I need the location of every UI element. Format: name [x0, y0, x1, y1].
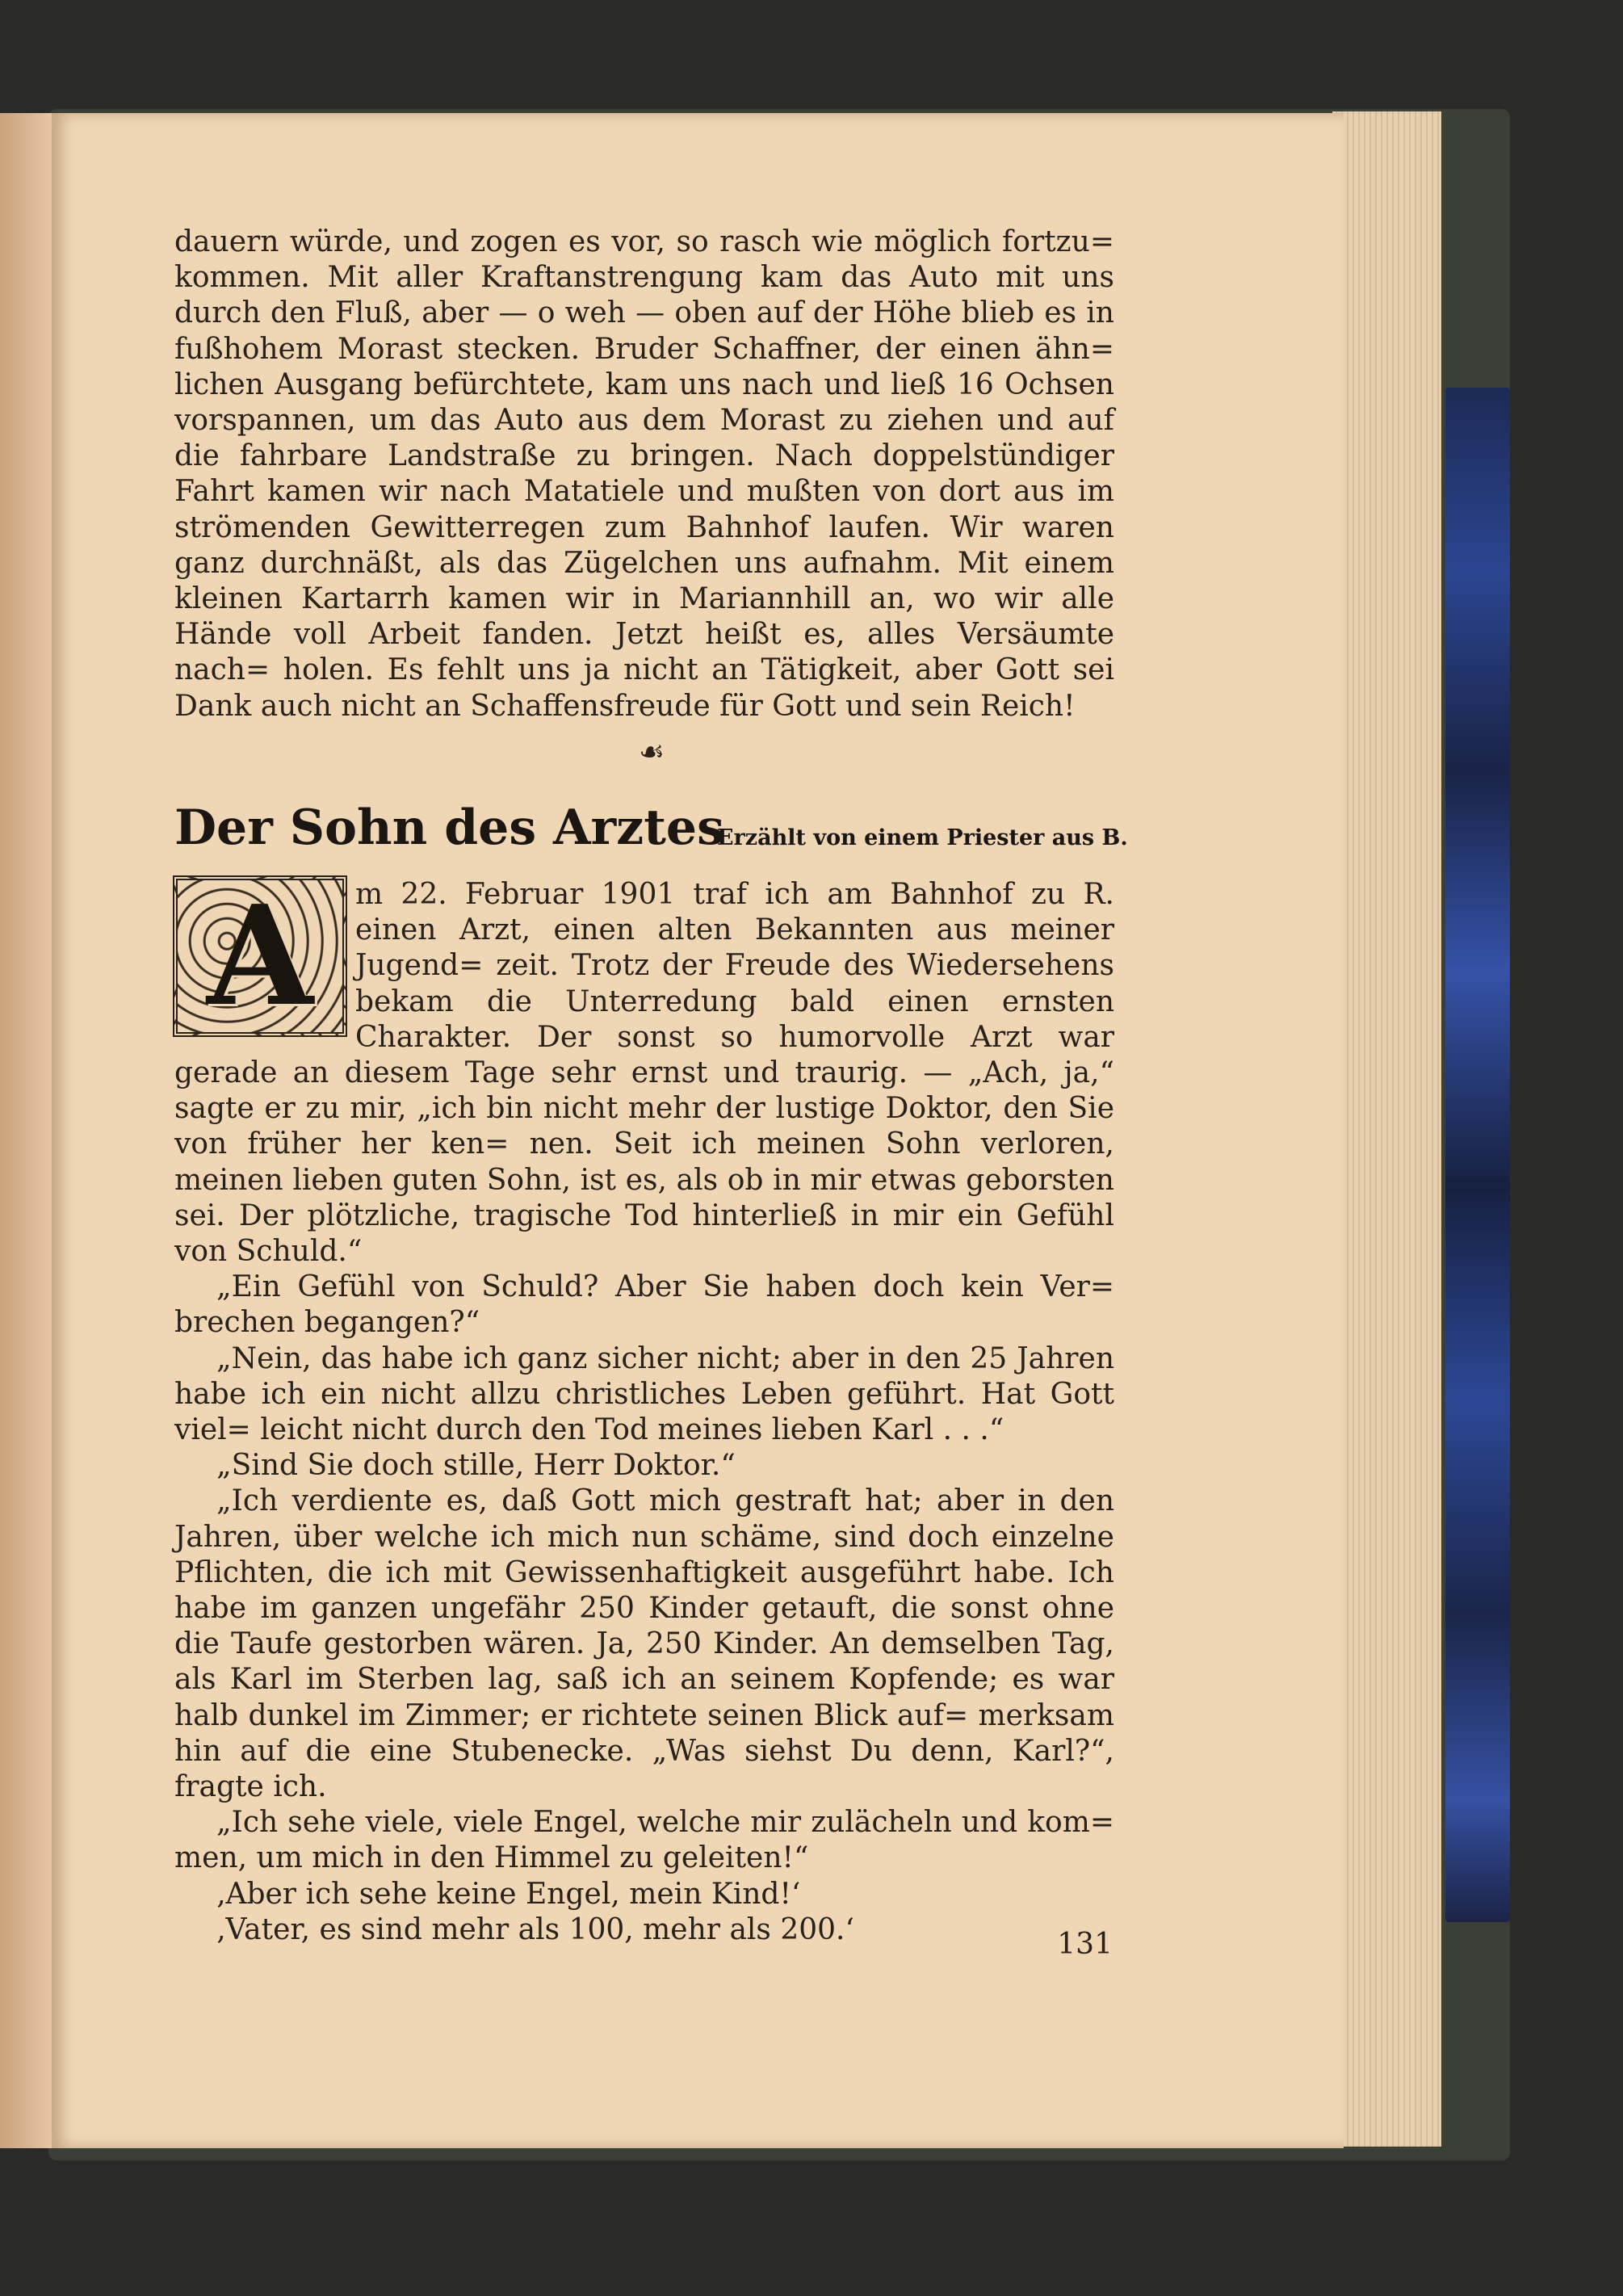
marbled-cover-edge: [1445, 388, 1510, 1922]
story-paragraph: „Ich sehe viele, viele Engel, welche mir zulächeln und kom= men, um mich in den Himmel zu geleiten!“: [174, 1806, 1114, 1875]
drop-cap-spacer: [174, 877, 355, 1055]
story-paragraph: „Sind Sie doch stille, Herr Doktor.“: [216, 1449, 736, 1483]
story-title: Der Sohn des Arztes: [174, 800, 724, 856]
story-paragraph: „Nein, das habe ich ganz sicher nicht; aber in den 25 Jahren habe ich ein nicht allzu christliches Leben geführt. Hat Gott viel= leicht nicht durch den Tod meines lieben Karl . . .“: [174, 1341, 1114, 1447]
facing-page-edge: [0, 113, 55, 2148]
story-byline: Erzählt von einem Priester aus B.: [717, 825, 1128, 850]
story-paragraph: „Ich verdiente es, daß Gott mich gestraft hat; aber in den Jahren, über welche ich mich nun schäme, sind doch einzelne Pflichten, die ich mit Gewissenhaftigkeit ausgeführt habe. Ich habe im ganzen ungefähr 250 Kinder getauft, die sonst ohne die Taufe gestorben wären. Ja, 250 Kinder. An demselben Tag, als Karl im Sterben lag, saß ich an seinem Kopfende; es war halb dunkel im Zimmer; er richtete seinen Blick auf= merksam hin auf die eine Stubenecke. „Was siehst Du denn, Karl?“, fragte ich.: [174, 1484, 1114, 1804]
story-paragraph: ‚Aber ich sehe keine Engel, mein Kind!‘: [216, 1877, 801, 1911]
story-paragraph: ‚Vater, es sind mehr als 100, mehr als 200.‘: [216, 1912, 854, 1946]
page-edges: [1332, 111, 1441, 2147]
story-paragraph: m 22. Februar 1901 traf ich am Bahnhof zu R. einen Arzt, einen alten Bekannten aus meiner Jugend= zeit. Trotz der Freude des Wiedersehens bekam die Unterredung bald einen ernsten Charakter. Der sonst so humorvolle Arzt war gerade an diesem Tage sehr ernst und traurig. — „Ach, ja,“ sagte er zu mir, „ich bin nicht mehr der lustige Doktor, den Sie von früher her ken= nen. Seit ich meinen Sohn verloren, meinen lieben guten Sohn, ist es, als ob in mir etwas geborsten sei. Der plötzliche, tragische Tod hinterließ in mir ein Gefühl von Schuld.“: [174, 878, 1114, 1269]
section-ornament-icon: ☙: [638, 736, 665, 769]
page-number: 131: [1057, 1928, 1113, 1961]
story-paragraph: „Ein Gefühl von Schuld? Aber Sie haben doch kein Ver= brechen begangen?“: [174, 1270, 1114, 1340]
story-body: [174, 877, 1114, 1948]
continued-paragraph: dauern würde, und zogen es vor, so rasch wie möglich fortzu= kommen. Mit aller Kraftanstrengung kam das Auto mit uns durch den Fluß, aber — o weh — oben auf der Höhe blieb es in fußhohem Morast stecken. Bruder Schaffner, der einen ähn= lichen Ausgang befürchtete, kam uns nach und ließ 16 Ochsen vorspannen, um das Auto aus dem Morast zu ziehen und auf die fahrbare Landstraße zu bringen. Nach doppelstündiger Fahrt kamen wir nach Matatiele und mußten von dort aus im strömenden Gewitterregen zum Bahnhof laufen. Wir waren ganz durchnäßt, als das Zügelchen uns aufnahm. Mit einem kleinen Kartarrh kamen wir in Mariannhill an, wo wir alle Hände voll Arbeit fanden. Jetzt heißt es, alles Versäumte nach= holen. Es fehlt uns ja nicht an Tätigkeit, aber Gott sei Dank auch nicht an Schaffensfreude für Gott und sein Reich!: [174, 225, 1114, 723]
continued-text-block: [174, 225, 1114, 724]
drop-cap-letter: A: [207, 875, 313, 1037]
